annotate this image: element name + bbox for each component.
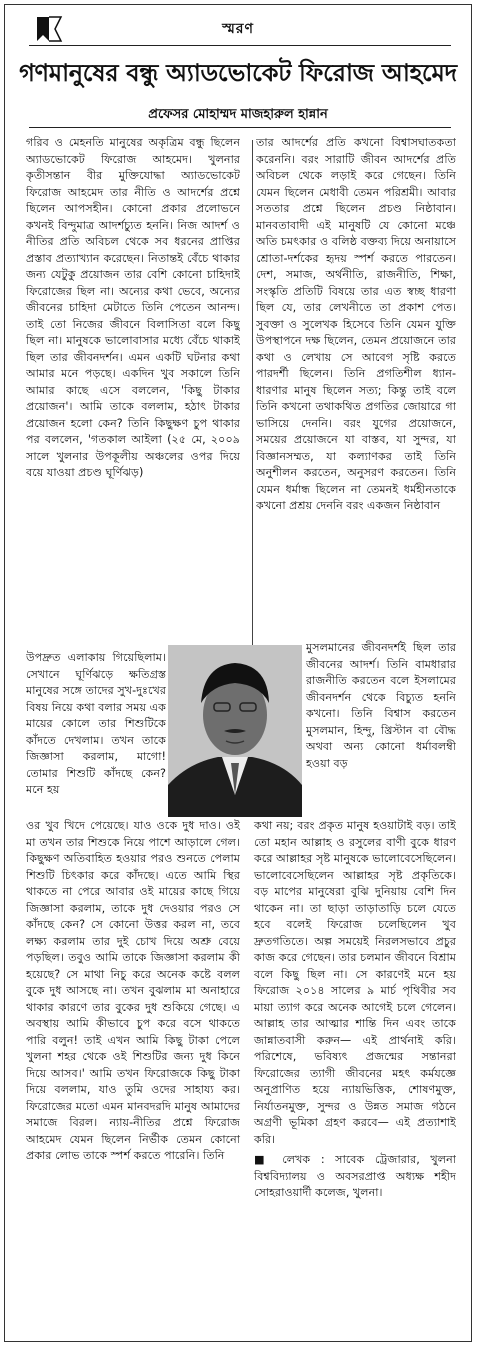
header-rule: [29, 45, 451, 46]
writer-note: ■ লেখক : সাবেক ট্রেজারার, খুলনা বিশ্ববিদ্যালয় ও অবসরপ্রাপ্ত অধ্যক্ষ শহীদ সোহরাওয়ার্দী কলেজ, খুলনা।: [254, 1153, 456, 1199]
headline: গণমানুষের বন্ধু অ্যাডভোকেট ফিরোজ আহমেদ: [19, 59, 457, 87]
article-column-left: [26, 135, 240, 645]
article-column-right-wrap: [306, 640, 456, 818]
article-text: তার আদর্শের প্রতি কখনো বিশ্বাসঘাতকতা করেননি। বরং সারাটি জীবন আদর্শের প্রতি অবিচল থেকে লড়াই করে গেছেন। তিনি যেমন ছিলেন মেধাবী তেমন পরিশ্রমী। আবার সততার প্রশ্নে ছিলেন প্রচণ্ড নিষ্ঠাবান। মানবতাবাদী এই মানুষটি যে কোনো মঞ্চে অতি চমৎকার ও বলিষ্ঠ বক্তব্য দিয়ে অনায়াসে শ্রোতা-দর্শকের হৃদয় স্পর্শ করতে পারতেন। দেশ, সমাজ, অর্থনীতি, রাজনীতি, শিক্ষা, সংস্কৃতি প্রতিটি বিষয়ে তার এত স্বচ্ছ ধারণা ছিল যে, তার লেখনীতে তা প্রকাশ পেত। সুবক্তা ও সুলেখক হিসেবে তিনি যেমন যুক্তি উপস্থাপনে দক্ষ ছিলেন, তেমন প্রয়োজনে তার কথা ও লেখায় সে আবেগ সৃষ্টি করতে পারদর্শী ছিলেন। তিনি প্রগতিশীল ধ্যান-ধারণার মানুষ ছিলেন সত্য; কিন্তু তাই বলে তিনি কখনো তথাকথিত প্রগতির জোয়ারে গা ভাসিয়ে দেননি। বরং যুগের প্রয়োজনে, সময়ের প্রয়োজনে যা বাস্তব, যা সুন্দর, যা বিজ্ঞানসম্মত, যা কল্যাণকর তাই তিনি অনুশীলন করতেন, অনুসরণ করতেন। তিনি যেমন ধর্মান্ধ ছিলেন না তেমনই ধর্মহীনতাকে কখনো প্রশ্রয় দেননি বরং একজন নিষ্ঠাবান: [256, 136, 456, 512]
article-column-left-bottom: [26, 818, 240, 1328]
article-text: কথা নয়; বরং প্রকৃত মানুষ হওয়াটাই বড়। তাই তো মহান আল্লাহ ও রসুলের বাণী বুকে ধারণ করে আল্লাহর সৃষ্ট মানুষকে ভালোবেসেছিলেন। ভালোবেসেছিলেন আল্লাহর সৃষ্ট প্রকৃতিকে। বড় মাপের মানুষেরা বুঝি দুনিয়ায় বেশি দিন থাকেন না। তা ছাড়া তাড়াতাড়ি চলে যেতে হবে বলেই ফিরোজ চলেছিলেন খুব দ্রুতগতিতে। অল্প সময়েই নিরলসভাবে প্রচুর কাজ করে গেছেন। তার চলমান জীবনে বিশ্রাম বলে কিছু ছিল না। সে কারণেই মনে হয় ফিরোজ ২০১৪ সালের ৯ মার্চ পৃথিবীর সব মায়া ত্যাগ করে অনেক আগেই চলে গেলেন। আল্লাহ তার আত্মার শান্তি দিন এবং তাকে জান্নাতবাসী করুন— এই প্রার্থনাই করি। পরিশেষে, ভবিষ্যৎ প্রজন্মের সন্তানরা ফিরোজের ত্যাগী জীবনের মহৎ কর্মযজ্ঞে অনুপ্রাণিত হয়ে ন্যায়ভিত্তিক, শোষণমুক্ত, নির্যাতনমুক্ত, সুন্দর ও উন্নত সমাজ গঠনে অগ্রণী ভূমিকা গ্রহণ করবে— এই প্রত্যাশাই করি।: [254, 819, 456, 1146]
article-text: উপদ্রুত এলাকায় গিয়েছিলাম। সেখানে ঘূর্ণিঝড়ে ক্ষতিগ্রস্ত মানুষের সঙ্গে তাদের সুখ-দুঃখের বিষয় নিয়ে কথা বলার সময় এক মায়ের কোলে তার শিশুটিকে কাঁদতে দেখলাম। তখন তাকে জিজ্ঞাসা করলাম, মাগো! তোমার শিশুটি কাঁদছে কেন? মনে হয়: [26, 651, 166, 796]
author-photo: [168, 645, 302, 817]
article-column-left-wrap: [26, 650, 166, 810]
article-column-right-bottom: [254, 818, 456, 1328]
article-column-right: [256, 135, 456, 637]
byline-rule: [29, 127, 451, 128]
byline: প্রফেসর মোহাম্মদ মাজহারুল হান্নান: [148, 107, 328, 122]
portrait-image: [168, 645, 302, 817]
article-text: গরিব ও মেহনতি মানুষের অকৃত্রিম বন্ধু ছিলেন অ্যাডভোকেট ফিরোজ আহমেদ। খুলনার কৃতীসন্তান বীর মুক্তিযোদ্ধা অ্যাডভোকেট ফিরোজ আহমেদ তার নীতি ও আদর্শের প্রশ্নে ছিলেন আপসহীন। কোনো প্রকার প্রলোভনে কখনই বিন্দুমাত্র আদর্শচ্যুত হননি। নিজ আদর্শ ও নীতির প্রতি অবিচল থেকে সব ধরনের প্রাপ্তির প্রস্তাব প্রত্যাখ্যান করেছেন। নিতান্তই বেঁচে থাকার জন্য যেটুকু প্রয়োজন তার বেশি কোনো চাহিদাই ফিরোজের ছিল না। অন্যের কথা ভেবে, অন্যের জীবনের চাহিদা মেটাতে তিনি পেতেন আনন্দ। তাই তো নিজের জীবনে বিলাসিতা বলে কিছু ছিল না। মানুষকে ভালোবাসার মধ্যে বেঁচে থাকাই ছিল তার জীবনদর্শন। এমন একটি ঘটনার কথা আমার মনে পড়ছে। একদিন খুব সকালে তিনি আমার কাছে এসে বললেন, 'কিছু টাকার প্রয়োজন'। আমি তাকে বললাম, হঠাৎ টাকার প্রয়োজন হলো কেন? তিনি কিছুক্ষণ চুপ থাকার পর বললেন, 'গতকাল আইলা (২৫ মে, ২০০৯ সালে খুলনার উপকূলীয় অঞ্চলের ওপর দিয়ে বয়ে যাওয়া প্রচণ্ড ঘূর্ণিঝড়): [26, 136, 240, 479]
article-bottom-section: [26, 818, 456, 1328]
section-label: স্মরণ: [222, 21, 254, 37]
article-text: মুসলমানের জীবনদর্শই ছিল তার জীবনের আদর্শ। তিনি বামধারার রাজনীতি করতেন বলে ইসলামের জীবনদর্শন থেকে বিচ্যুত হননি কখনো। তিনি বিশ্বাস করতেন মুসলমান, হিন্দু, খ্রিস্টান বা বৌদ্ধ অথবা অন্য কোনো ধর্মাবলম্বী হওয়া বড়: [306, 641, 456, 770]
article-text: ওর খুব খিদে পেয়েছে। যাও ওকে দুধ দাও। ওই মা তখন তার শিশুকে নিয়ে পাশে আড়ালে গেল। কিছুক্ষণ অতিবাহিত হওয়ার পরও শুনতে পেলাম শিশুটি চিৎকার করে কাঁদছে। এতে আমি স্থির থাকতে না পেরে আবার ওই মায়ের কাছে গিয়ে জিজ্ঞাসা করলাম, তাকে দুধ দেওয়ার পরও সে কাঁদছে কেন? সে কোনো উত্তর করল না, তবে লক্ষ্য করলাম তার দুই চোখ দিয়ে অশ্রু বেয়ে পড়ছিল। তবুও আমি তাকে জিজ্ঞাসা করলাম কী হয়েছে? সে মাথা নিচু করে অনেক কষ্টে বলল বুকে দুধ আসছে না। তখন বুঝলাম মা অনাহারে থাকার কারণে তার বুকের দুধ শুকিয়ে গেছে। এ অবস্থায় আমি কীভাবে চুপ করে বসে থাকতে পারি বলুন! তাই এখন আমি কিছু টাকা পেলে খুলনা শহর থেকে ওই শিশুটির জন্য দুধ কিনে দিয়ে আসব।' আমি তখন ফিরোজকে কিছু টাকা দিয়ে বললাম, যাও তুমি ওদের সাহায্য কর। ফিরোজের মতো এমন মানবদরদি মানুষ আমাদের সমাজে বিরল। ন্যায়-নীতির প্রশ্নে ফিরোজ আহমেদ যেমন ছিলেন নির্ভীক তেমন কোনো প্রকার লোভ তাকে স্পর্শ করতে পারেনি। তিনি: [26, 819, 240, 1162]
column-divider: [252, 140, 253, 645]
